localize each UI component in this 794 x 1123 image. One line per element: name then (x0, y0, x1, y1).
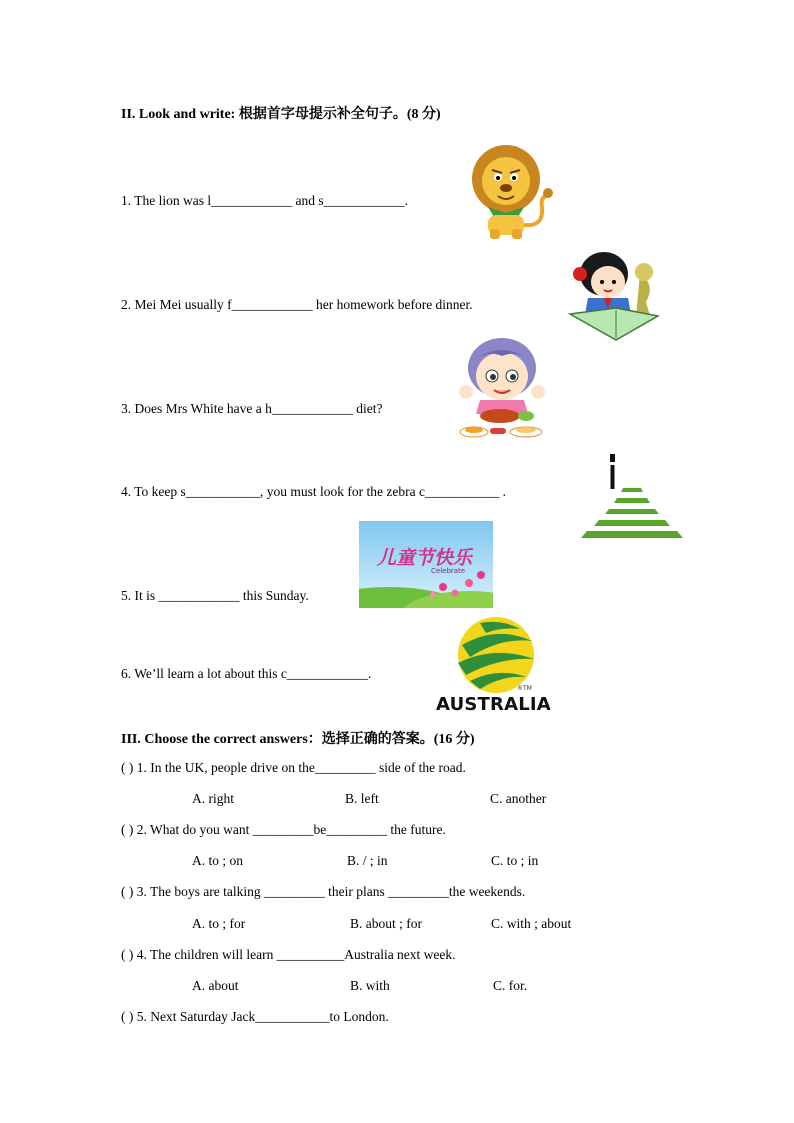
celebrate-text: Celebrate (431, 567, 466, 575)
question-3: 3. Does Mrs White have a h____________ diet? (121, 401, 383, 416)
choice-question-3: ( ) 3. The boys are talking _________ their plans _________the weekends. (121, 884, 526, 899)
option-3a: A. to ; for (192, 916, 246, 931)
choice-question-1: ( ) 1. In the UK, people drive on the_________ side of the road. (121, 760, 466, 775)
choice-question-5: ( ) 5. Next Saturday Jack___________to London. (121, 1009, 389, 1024)
australia-label: AUSTRALIA (436, 694, 551, 715)
woman-food-image (456, 334, 548, 442)
australia-tm: ®TM (517, 685, 532, 692)
question-1: 1. The lion was l____________ and s____________. (121, 193, 408, 208)
choice-question-4: ( ) 4. The children will learn __________Australia next week. (121, 947, 456, 962)
girl-homework-image (566, 244, 662, 342)
section-2-heading: II. Look and write: 根据首字母提示补全句子。(8 分) (121, 107, 441, 122)
question-6: 6. We’ll learn a lot about this c____________. (121, 666, 372, 681)
childrens-day-text: 儿童节快乐 (377, 547, 473, 569)
option-3b: B. about ; for (350, 916, 422, 931)
option-1c: C. another (490, 791, 547, 806)
option-1a: A. right (192, 791, 234, 806)
childrens-day-image (359, 521, 493, 608)
option-4a: A. about (192, 978, 239, 993)
question-2: 2. Mei Mei usually f____________ her homework before dinner. (121, 297, 473, 312)
question-5: 5. It is ____________ this Sunday. (121, 588, 309, 603)
option-4b: B. with (350, 978, 390, 993)
section-3-heading: III. Choose the correct answers：选择正确的答案。(16 分) (121, 732, 475, 747)
option-2b: B. / ; in (347, 853, 388, 868)
option-1b: B. left (345, 791, 379, 806)
option-3c: C. with ; about (491, 916, 572, 931)
zebra-crossing-icon (577, 452, 687, 540)
lion-image (466, 141, 556, 241)
question-4: 4. To keep s___________, you must look for the zebra c___________ . (121, 484, 507, 499)
australia-logo (436, 615, 561, 718)
option-4c: C. for. (493, 978, 528, 993)
option-2c: C. to ; in (491, 853, 539, 868)
choice-question-2: ( ) 2. What do you want _________be_________ the future. (121, 822, 446, 837)
option-2a: A. to ; on (192, 853, 244, 868)
